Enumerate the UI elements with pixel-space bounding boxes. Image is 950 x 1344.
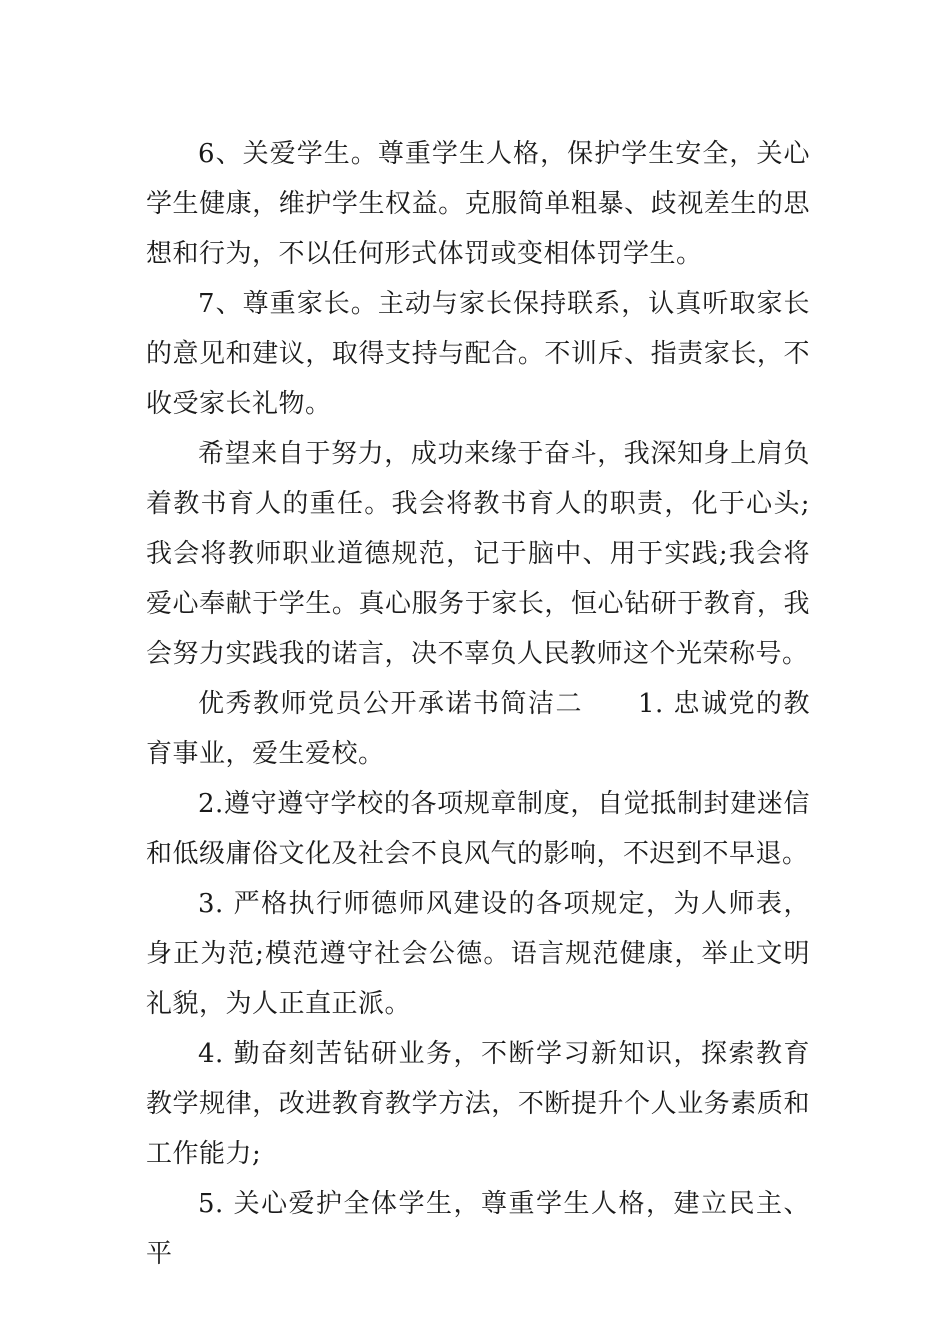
- paragraph-respect-parents: 7、尊重家长。主动与家长保持联系，认真听取家长的意见和建议，取得支持与配合。不训斥、指责家长，不收受家长礼物。: [146, 289, 810, 419]
- paragraph-pledge-item-5: 5. 关心爱护全体学生，尊重学生人格，建立民主、平: [146, 1189, 810, 1269]
- paragraph-pledge-item-2: 2.遵守遵守学校的各项规章制度，自觉抵制封建迷信和低级庸俗文化及社会不良风气的影响，不迟到不早退。: [146, 789, 810, 869]
- paragraph-pledge-item-4: 4. 勤奋刻苦钻研业务，不断学习新知识，探索教育教学规律，改进教育教学方法，不断提升个人业务素质和工作能力;: [146, 1039, 810, 1169]
- paragraph-care-students: 6、关爱学生。尊重学生人格，保护学生安全，关心学生健康，维护学生权益。克服简单粗暴、歧视差生的思想和行为，不以任何形式体罚或变相体罚学生。: [146, 139, 810, 269]
- paragraph-hope-effort: 希望来自于努力，成功来缘于奋斗，我深知身上肩负着教书育人的重任。我会将教书育人的职责，化于心头;我会将教师职业道德规范，记于脑中、用于实践;我会将爱心奉献于学生。真心服务于家长，恒心钻研于教育，我会努力实践我的诺言，决不辜负人民教师这个光荣称号。: [146, 439, 810, 669]
- paragraph-pledge-two-intro: 优秀教师党员公开承诺书简洁二 1. 忠诚党的教育事业，爱生爱校。: [146, 689, 810, 769]
- paragraph-pledge-item-3: 3. 严格执行师德师风建设的各项规定，为人师表，身正为范;模范遵守社会公德。语言规范健康，举止文明礼貌，为人正直正派。: [146, 889, 810, 1019]
- document-body: [146, 129, 810, 1279]
